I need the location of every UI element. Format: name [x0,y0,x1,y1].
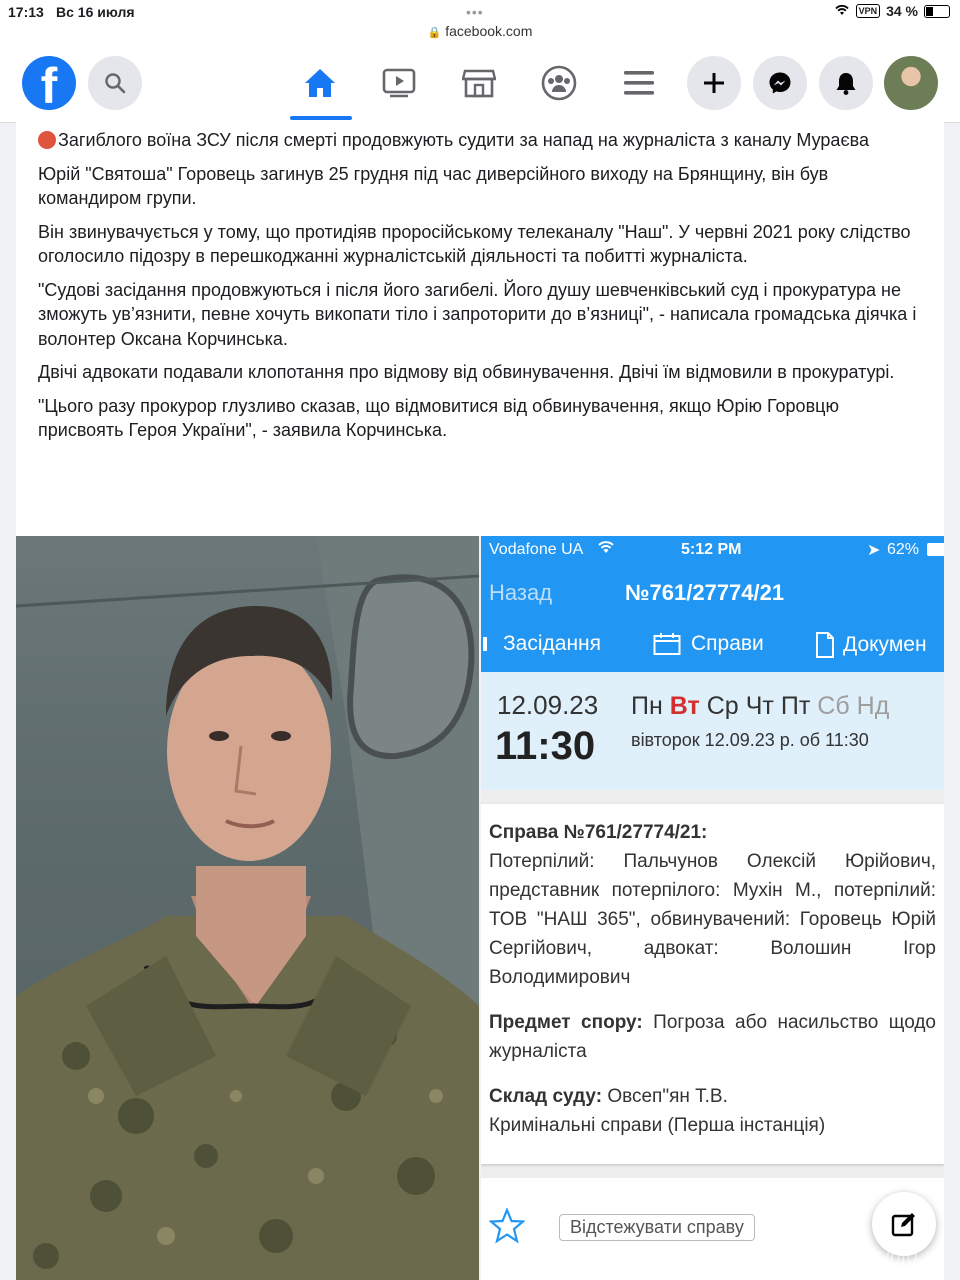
top-navbar [0,46,960,123]
weekday-wed: Ср [706,692,739,720]
vpn-badge: VPN [856,4,881,18]
case-details-card [481,804,944,1164]
wifi-icon [834,3,850,19]
case-court: Склад суду: Овсеп"ян Т.В. [489,1086,728,1107]
post-photo-soldier[interactable] [16,536,479,1280]
status-bar [0,0,960,46]
status-time: 17:13 [8,4,44,20]
post-paragraph: Двічі адвокати подавали клопотання про відмову від обвинувачення. Двічі їм відмовили в прокуратурі. [38,362,895,382]
phone-tab-label: Справи [691,632,764,655]
watch-tab[interactable] [371,58,427,108]
profile-avatar[interactable] [884,56,938,110]
case-title: Справа №761/27774/21: [489,822,708,843]
case-subject: Предмет спору: Погроза або насильство щодо журналіста [489,1012,937,1062]
hearing-date-full: вівторок 12.09.23 р. об 11:30 [631,730,869,750]
angry-face-icon [38,131,56,149]
facebook-logo[interactable]: f [22,56,76,110]
lock-icon: 🔒 [427,27,442,39]
case-court-type: Кримінальні справи (Перша інстанція) [489,1115,826,1136]
weekday-sun: Нд [856,692,890,720]
phone-time: 5:12 PM [681,541,742,558]
messenger-icon [768,71,792,95]
multitasking-dots-icon[interactable]: ••• [466,4,484,20]
status-date: Вс 16 июля [56,4,135,20]
weekday-mon: Пн [631,692,663,720]
weekday-thu: Чт [745,692,774,720]
phone-tab-documents[interactable] [815,632,927,658]
active-tab-indicator [290,116,352,120]
phone-app-header [481,564,944,620]
address-bar[interactable] [0,23,960,39]
hearing-date: 12.09.23 [497,690,599,720]
weekday-sat: Сб [817,692,850,720]
messenger-button[interactable] [753,56,807,110]
create-button[interactable] [687,56,741,110]
groups-icon [541,65,577,101]
plus-icon [703,72,725,94]
battery-icon [924,5,950,18]
phone-carrier: Vodafone UA [489,541,584,558]
phone-location-icon: ➤ [867,542,881,559]
phone-case-number: №761/27774/21 [625,580,785,605]
star-icon[interactable] [489,1208,525,1244]
phone-tab-hearings[interactable] [483,632,601,656]
weekday-tue: Вт [669,692,700,720]
search-button[interactable] [88,56,142,110]
flag-icon [483,637,487,651]
soldier-portrait-image [16,536,479,1280]
post-headline: Загиблого воїна ЗСУ після смерті продовжують судити за напад на журналіста з каналу Мураєва [38,128,922,153]
phone-tab-bar [481,620,944,672]
notifications-icon [835,71,857,95]
address-url: facebook.com [445,23,533,39]
weekday-fri: Пт [780,692,811,720]
weekday-strip [631,692,889,721]
home-icon [303,67,337,99]
phone-battery-icon [927,543,944,556]
marketplace-icon [462,67,496,99]
watch-icon [382,67,416,99]
post-paragraph: "Судові засідання продовжуються і після його загибелі. Його душу шевченківський суд і прокуратура не зможуть ув’язнити, певне хочуть викопати тіло і запроторити до в’язниці", - написала громадська діячка і волонтер Оксана Корчинська. [38,279,917,349]
search-icon [104,72,126,94]
battery-percent: 34 % [886,3,918,19]
post-paragraph: "Цього разу прокурор глузливо сказав, що відмовитися від обвинувачення, якщо Юрію Горовцю присвоять Героя України", - заявила Корчинська. [38,395,839,440]
home-tab[interactable] [292,58,348,108]
phone-wifi-icon [597,540,615,559]
marketplace-tab[interactable] [451,58,507,108]
menu-tab[interactable] [611,58,667,108]
watermark: bigmir.info [826,1246,918,1268]
menu-icon [623,69,655,97]
hearing-time: 11:30 [495,724,596,768]
calendar-icon [653,632,681,656]
phone-back-button[interactable]: Назад [489,580,553,605]
phone-tab-cases[interactable] [653,632,764,656]
hearing-date-card [481,672,944,790]
phone-tab-label: Докумен [843,633,927,656]
document-icon [815,632,835,658]
phone-tab-label: Засідання [503,632,602,655]
case-parties: Потерпілий: Пальчунов Олексій Юрійович, представник потерпілого: Мухін М., потерпілий: ТОВ "НАШ 365", обвинувачений: Горовець Юрій Сергійович, адвокат: Волошин Ігор Володимирович [489,851,936,988]
post-card [16,122,944,536]
phone-battery-percent: 62% [887,541,920,558]
edit-icon [891,1211,917,1237]
follow-case-button[interactable]: Відстежувати справу [559,1214,755,1241]
notifications-button[interactable] [819,56,873,110]
post-photo-court-app[interactable] [481,536,944,1280]
post-paragraph: Він звинувачується у тому, що протидіяв проросійському телеканалу "Наш". У червні 2021 року слідство оголосило підозру в перешкоджанні журналістській діяльності та побитті журналіста. [38,221,911,266]
phone-status-bar [481,536,944,564]
post-paragraph: Юрій "Святоша" Горовець загинув 25 грудня під час диверсійного виходу на Брянщину, він був командиром групи. [38,163,829,208]
groups-tab[interactable] [531,58,587,108]
